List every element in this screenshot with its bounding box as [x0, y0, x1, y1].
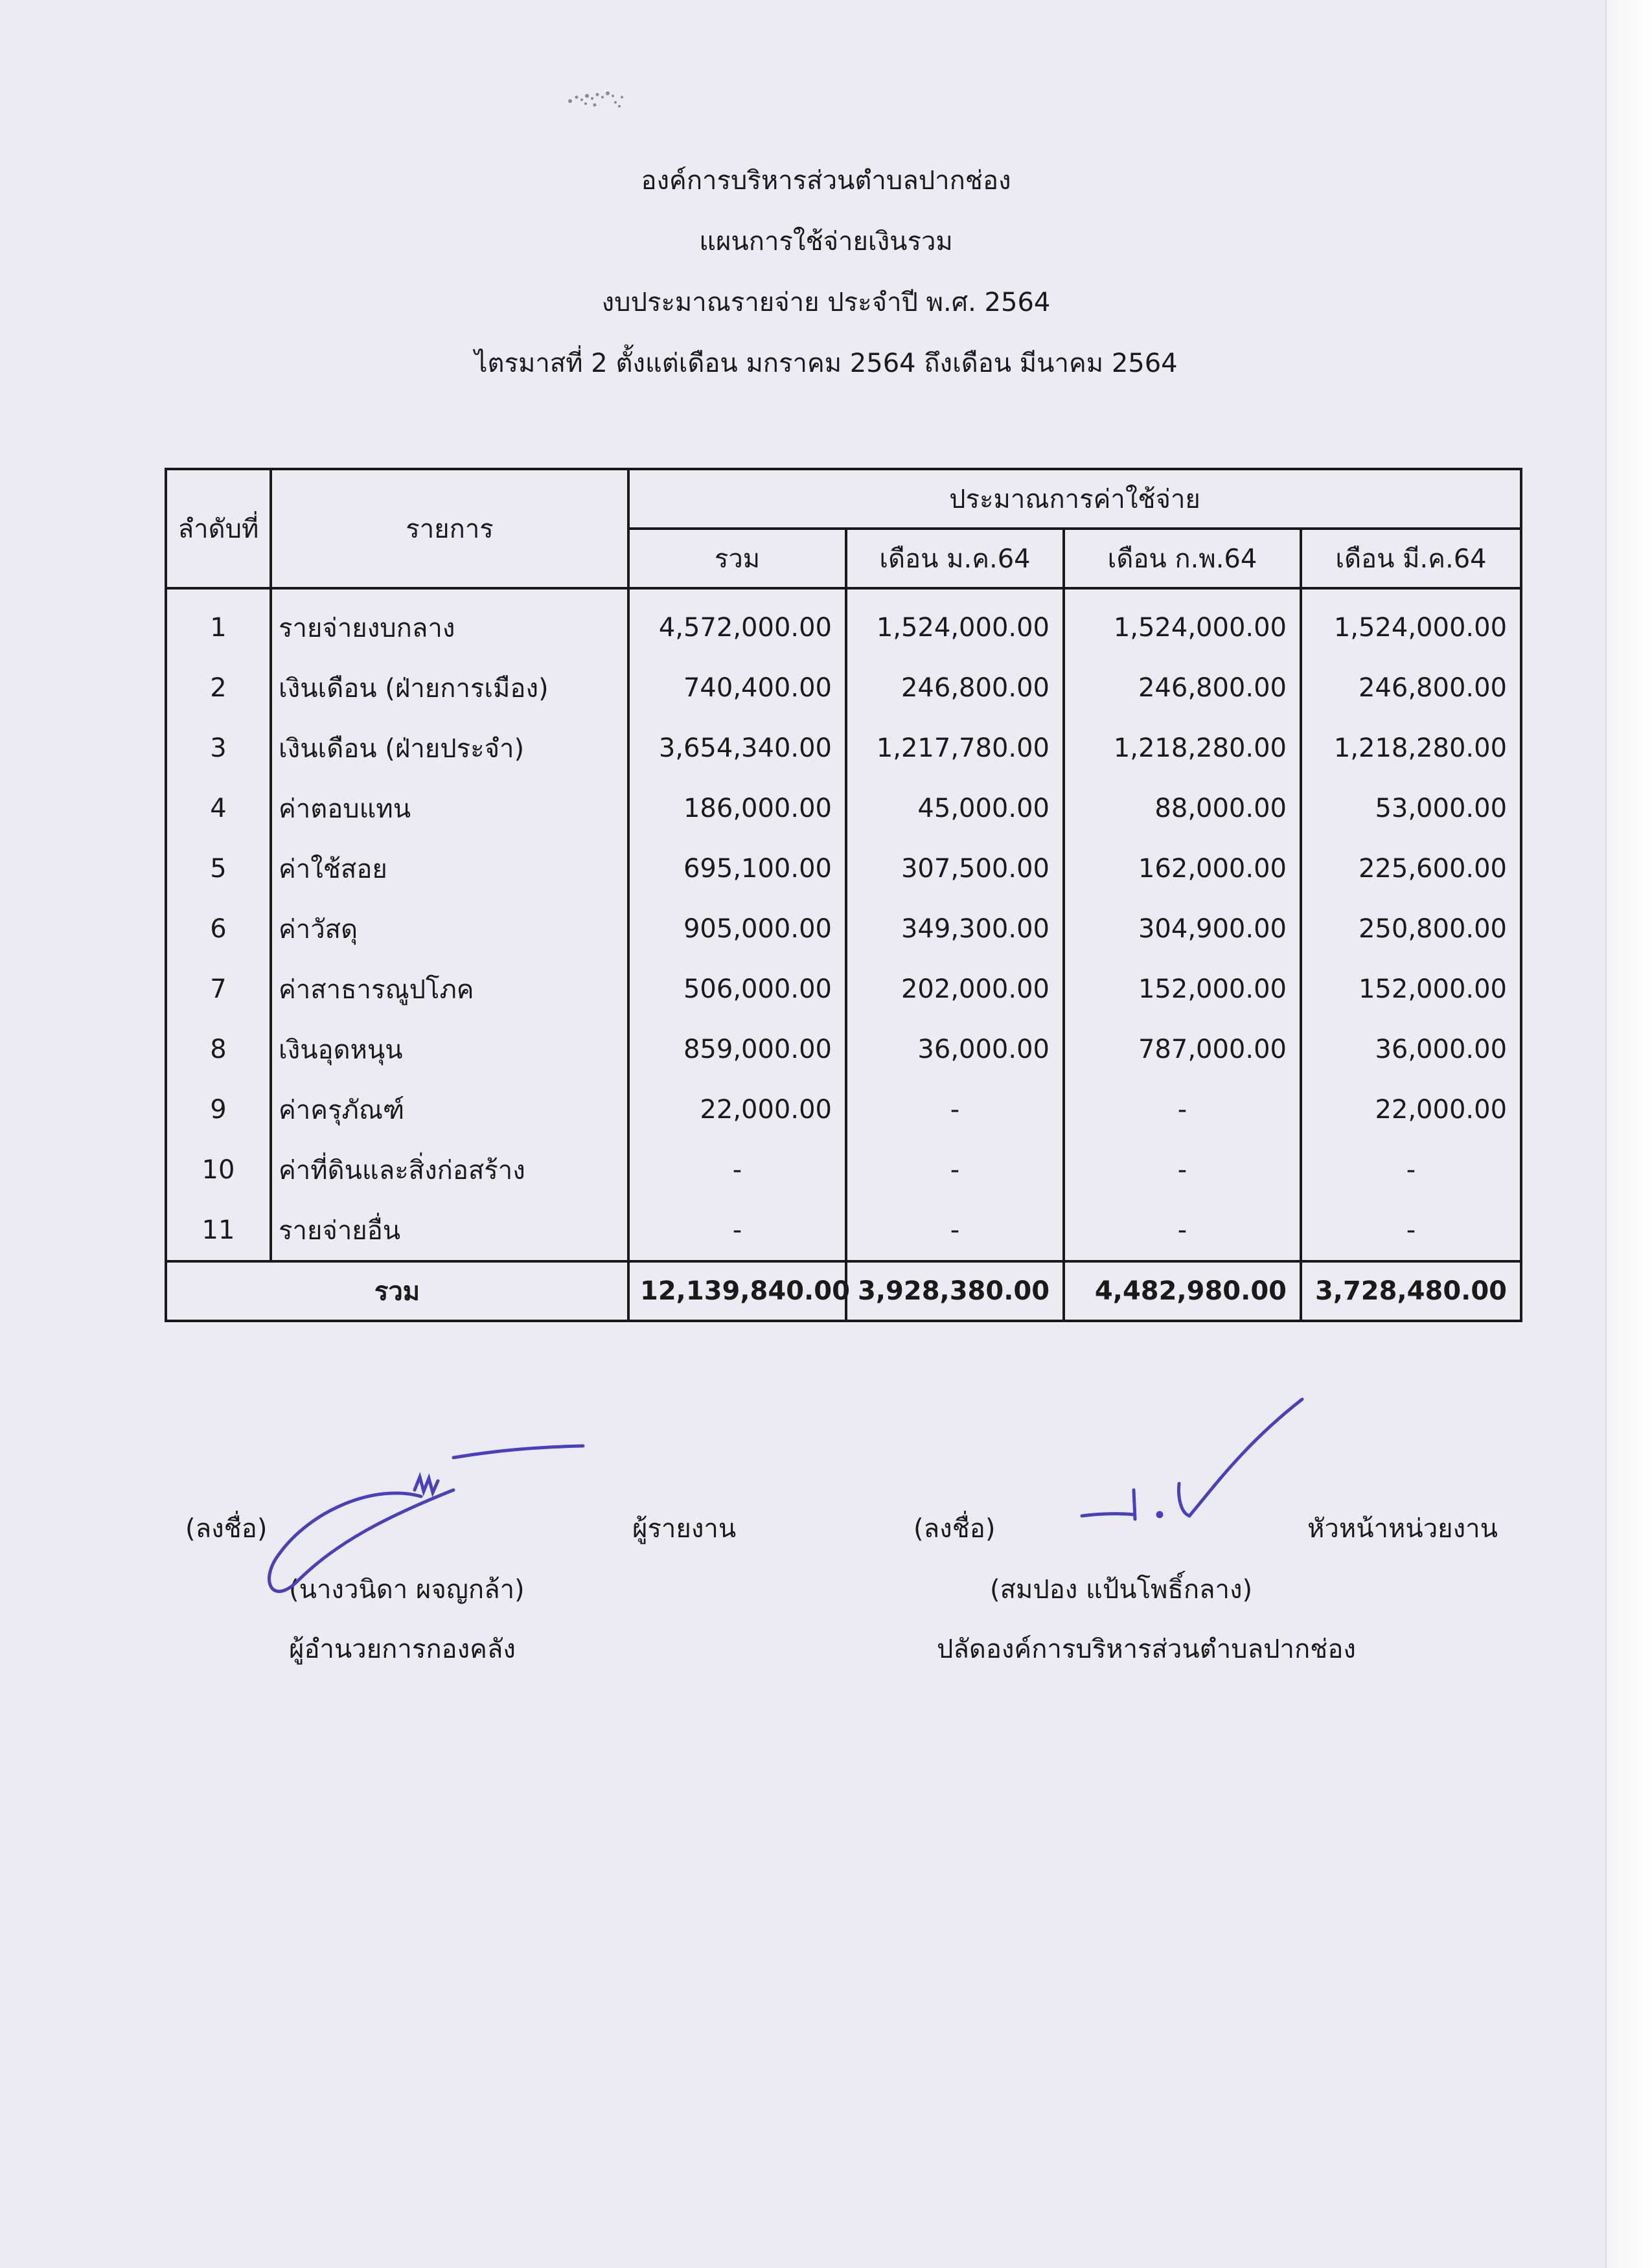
row-mar: -	[1301, 1200, 1521, 1261]
header-item: รายการ	[271, 469, 628, 588]
quarter-period: ไตรมาสที่ 2 ตั้งแต่เดือน มกราคม 2564 ถึงเดือน มีนาคม 2564	[474, 349, 1178, 378]
table-row	[166, 1200, 1521, 1261]
row-feb: -	[1064, 1200, 1301, 1261]
row-total: -	[628, 1200, 846, 1261]
row-mar: 1,218,280.00	[1301, 718, 1521, 778]
header-month-jan: เดือน ม.ค.64	[846, 529, 1064, 588]
row-jan: 45,000.00	[846, 778, 1064, 838]
row-number: 7	[166, 959, 271, 1019]
total-sum: 12,139,840.00	[628, 1261, 846, 1321]
right-role: หัวหน้าหน่วยงาน	[1307, 1514, 1498, 1544]
left-sign-label: (ลงชื่อ)	[185, 1514, 268, 1544]
left-role: ผู้รายงาน	[632, 1514, 737, 1544]
table-row	[166, 778, 1521, 838]
header-month-mar: เดือน มี.ค.64	[1301, 529, 1521, 588]
scan-specks	[557, 78, 648, 155]
row-total: 22,000.00	[628, 1079, 846, 1140]
row-mar: 152,000.00	[1301, 959, 1521, 1019]
right-name: (สมปอง แป้นโพธิ์กลาง)	[990, 1575, 1253, 1605]
row-jan: -	[846, 1140, 1064, 1200]
row-item: รายจ่ายอื่น	[271, 1200, 628, 1261]
row-total: 695,100.00	[628, 838, 846, 899]
row-total: 740,400.00	[628, 658, 846, 718]
row-feb: 1,218,280.00	[1064, 718, 1301, 778]
row-total: 186,000.00	[628, 778, 846, 838]
row-total: -	[628, 1140, 846, 1200]
expense-plan-table	[165, 468, 1522, 1322]
row-total: 506,000.00	[628, 959, 846, 1019]
table-row	[166, 959, 1521, 1019]
table-row	[166, 718, 1521, 778]
row-item: ค่าสาธารณูปโภค	[271, 959, 628, 1019]
row-feb: -	[1064, 1140, 1301, 1200]
row-feb: 787,000.00	[1064, 1019, 1301, 1079]
row-jan: 349,300.00	[846, 899, 1064, 959]
row-number: 6	[166, 899, 271, 959]
row-mar: 246,800.00	[1301, 658, 1521, 718]
row-jan: -	[846, 1200, 1064, 1261]
row-number: 4	[166, 778, 271, 838]
row-mar: 36,000.00	[1301, 1019, 1521, 1079]
table-body	[166, 588, 1521, 1261]
right-sign-label: (ลงชื่อ)	[913, 1514, 996, 1544]
row-item: เงินเดือน (ฝ่ายการเมือง)	[271, 658, 628, 718]
row-jan: 307,500.00	[846, 838, 1064, 899]
document-header	[0, 165, 1652, 409]
row-item: เงินอุดหนุน	[271, 1019, 628, 1079]
budget-year: งบประมาณรายจ่าย ประจำปี พ.ศ. 2564	[601, 288, 1051, 317]
row-item: เงินเดือน (ฝ่ายประจำ)	[271, 718, 628, 778]
row-feb: -	[1064, 1079, 1301, 1140]
row-item: ค่าครุภัณฑ์	[271, 1079, 628, 1140]
row-item: ค่าที่ดินและสิ่งก่อสร้าง	[271, 1140, 628, 1200]
row-jan: 202,000.00	[846, 959, 1064, 1019]
row-item: ค่าวัสดุ	[271, 899, 628, 959]
plan-title: แผนการใช้จ่ายเงินรวม	[699, 227, 953, 257]
table-row	[166, 588, 1521, 658]
table-row	[166, 1140, 1521, 1200]
row-feb: 162,000.00	[1064, 838, 1301, 899]
row-mar: 53,000.00	[1301, 778, 1521, 838]
row-feb: 304,900.00	[1064, 899, 1301, 959]
row-number: 11	[166, 1200, 271, 1261]
left-handwritten-signature	[259, 1438, 596, 1632]
total-mar: 3,728,480.00	[1301, 1261, 1521, 1321]
row-feb: 1,524,000.00	[1064, 588, 1301, 658]
total-feb: 4,482,980.00	[1064, 1261, 1301, 1321]
row-jan: 36,000.00	[846, 1019, 1064, 1079]
table-row	[166, 1079, 1521, 1140]
row-total: 3,654,340.00	[628, 718, 846, 778]
table-row	[166, 1019, 1521, 1079]
header-estimate: ประมาณการค่าใช้จ่าย	[628, 469, 1521, 529]
total-label: รวม	[166, 1261, 628, 1321]
right-handwritten-signature	[1062, 1386, 1322, 1542]
row-number: 5	[166, 838, 271, 899]
row-jan: 1,217,780.00	[846, 718, 1064, 778]
row-number: 2	[166, 658, 271, 718]
row-feb: 88,000.00	[1064, 778, 1301, 838]
row-total: 905,000.00	[628, 899, 846, 959]
row-number: 10	[166, 1140, 271, 1200]
row-jan: 246,800.00	[846, 658, 1064, 718]
table-row	[166, 899, 1521, 959]
row-mar: 225,600.00	[1301, 838, 1521, 899]
row-total: 859,000.00	[628, 1019, 846, 1079]
header-total: รวม	[628, 529, 846, 588]
table-row	[166, 838, 1521, 899]
row-jan: 1,524,000.00	[846, 588, 1064, 658]
row-mar: -	[1301, 1140, 1521, 1200]
header-month-feb: เดือน ก.พ.64	[1064, 529, 1301, 588]
row-item: ค่าใช้สอย	[271, 838, 628, 899]
total-jan: 3,928,380.00	[846, 1261, 1064, 1321]
table-row	[166, 658, 1521, 718]
left-name: (นางวนิดา ผจญกล้า)	[289, 1575, 525, 1605]
header-no: ลำดับที่	[166, 469, 271, 588]
row-number: 8	[166, 1019, 271, 1079]
row-item: รายจ่ายงบกลาง	[271, 588, 628, 658]
row-feb: 246,800.00	[1064, 658, 1301, 718]
total-row	[166, 1261, 1521, 1321]
row-mar: 22,000.00	[1301, 1079, 1521, 1140]
row-number: 3	[166, 718, 271, 778]
right-position: ปลัดองค์การบริหารส่วนตำบลปากช่อง	[937, 1634, 1356, 1664]
row-number: 9	[166, 1079, 271, 1140]
row-mar: 250,800.00	[1301, 899, 1521, 959]
row-number: 1	[166, 588, 271, 658]
org-name: องค์การบริหารส่วนตำบลปากช่อง	[641, 166, 1011, 196]
left-position: ผู้อำนวยการกองคลัง	[289, 1634, 516, 1664]
row-item: ค่าตอบแทน	[271, 778, 628, 838]
row-total: 4,572,000.00	[628, 588, 846, 658]
row-feb: 152,000.00	[1064, 959, 1301, 1019]
row-jan: -	[846, 1079, 1064, 1140]
row-mar: 1,524,000.00	[1301, 588, 1521, 658]
